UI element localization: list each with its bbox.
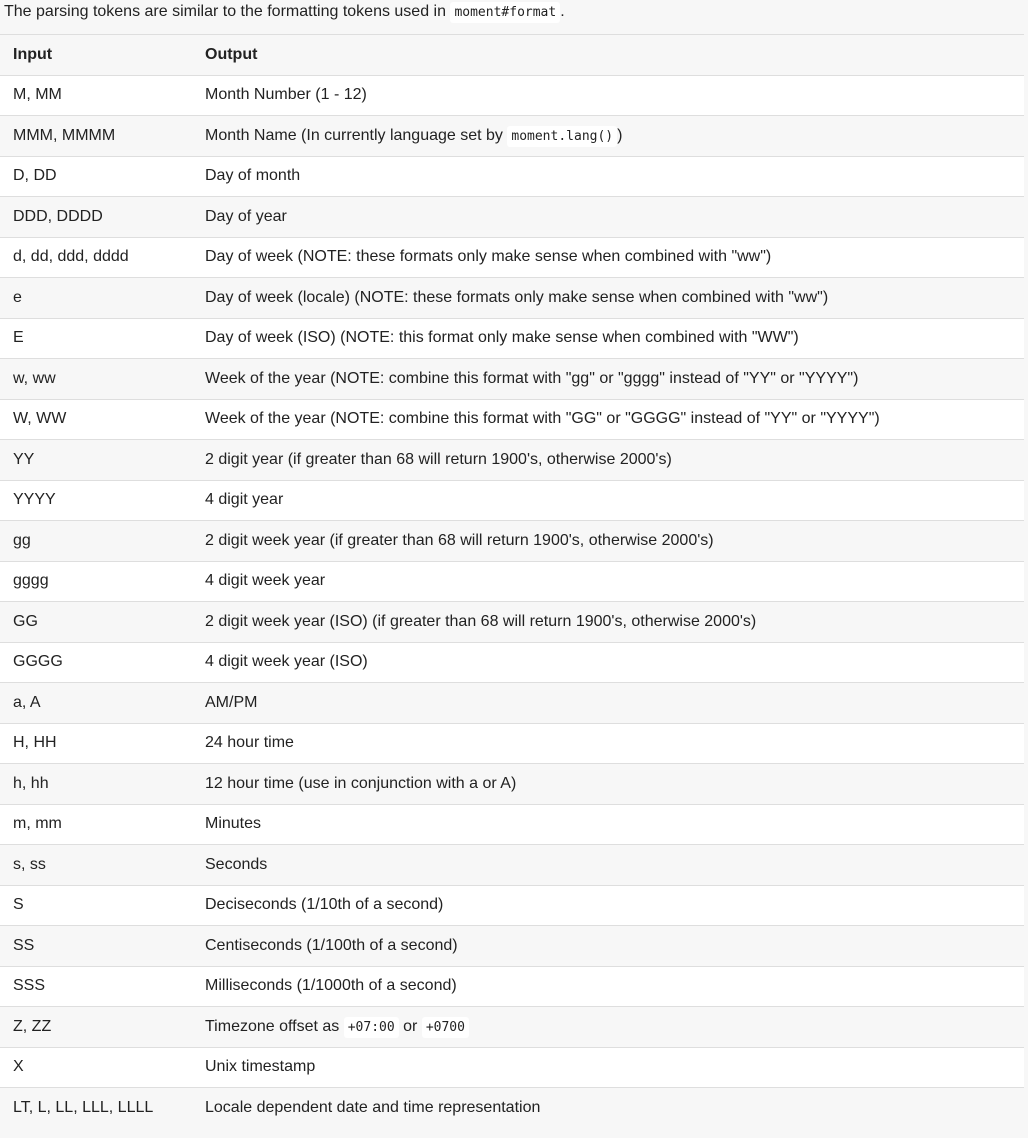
- output-text: Month Number (1 - 12): [205, 86, 367, 104]
- output-text: Locale dependent date and time representation: [205, 1099, 541, 1116]
- input-cell: X: [13, 1058, 24, 1076]
- input-cell: e: [13, 288, 22, 306]
- output-cell: [192, 1088, 1024, 1129]
- table-row: [0, 237, 1024, 278]
- input-cell: s, ss: [13, 855, 46, 873]
- input-cell: gggg: [13, 572, 49, 590]
- table-row: [0, 318, 1024, 359]
- table-row: [0, 1047, 1024, 1088]
- table-row: [0, 723, 1024, 764]
- input-cell: DDD, DDDD: [13, 207, 103, 225]
- output-text: 2 digit week year (ISO) (if greater than 68 will return 1900's, otherwise 2000's): [205, 612, 757, 630]
- output-cell: [192, 521, 1024, 562]
- input-cell: m, mm: [13, 815, 62, 833]
- output-text: Month Name (In currently language set by: [205, 126, 508, 144]
- table-row: [0, 399, 1024, 440]
- input-cell: SSS: [13, 977, 46, 995]
- table-row: [0, 926, 1024, 967]
- table-row: [0, 156, 1024, 197]
- table-row: [0, 966, 1024, 1007]
- table-row: [0, 642, 1024, 683]
- output-text: Deciseconds (1/10th of a second): [205, 896, 444, 914]
- table-row: [0, 440, 1024, 481]
- table-row: [0, 278, 1024, 319]
- intro-end: .: [560, 3, 565, 20]
- output-cell: [192, 926, 1024, 967]
- output-cell: [192, 683, 1024, 724]
- input-cell: gg: [13, 531, 31, 549]
- table-row: [0, 845, 1024, 886]
- output-cell: [192, 75, 1024, 116]
- output-cell: [192, 885, 1024, 926]
- output-text: 12 hour time (use in conjunction with a or A): [205, 774, 517, 792]
- output-text: Seconds: [205, 855, 268, 873]
- output-text: Day of week (ISO) (NOTE: this format only make sense when combined with "WW"): [205, 329, 799, 347]
- output-text: Day of week (NOTE: these formats only make sense when combined with "ww"): [205, 248, 772, 266]
- input-cell: GGGG: [13, 653, 63, 671]
- output-text: AM/PM: [205, 693, 258, 711]
- output-cell: [192, 197, 1024, 238]
- input-cell: d, dd, ddd, dddd: [13, 248, 129, 266]
- table-row: [0, 197, 1024, 238]
- output-cell: [192, 1007, 1024, 1048]
- input-cell: GG: [13, 612, 38, 630]
- output-text-after: ): [617, 126, 623, 144]
- output-text: Week of the year (NOTE: combine this format with "gg" or "gggg" instead of "YY" or "YYYY"): [205, 369, 859, 387]
- output-code-2: +0700: [422, 1017, 469, 1038]
- output-text: 4 digit week year (ISO): [205, 653, 368, 671]
- output-cell: [192, 1047, 1024, 1088]
- input-cell: YY: [13, 450, 35, 468]
- input-cell: D, DD: [13, 167, 57, 185]
- output-cell: [192, 642, 1024, 683]
- input-cell: a, A: [13, 693, 41, 711]
- output-cell: [192, 602, 1024, 643]
- table-row: [0, 1088, 1024, 1129]
- output-cell: [192, 278, 1024, 319]
- input-cell: E: [13, 329, 24, 347]
- output-text: 2 digit week year (if greater than 68 will return 1900's, otherwise 2000's): [205, 531, 714, 549]
- output-text: Unix timestamp: [205, 1058, 316, 1076]
- input-cell: YYYY: [13, 491, 56, 509]
- output-cell: [192, 318, 1024, 359]
- table-row: [0, 804, 1024, 845]
- output-text: 24 hour time: [205, 734, 294, 752]
- output-text: Timezone offset as: [205, 1017, 344, 1035]
- table-row: [0, 521, 1024, 562]
- table-row: [0, 885, 1024, 926]
- table-row: [0, 602, 1024, 643]
- input-cell: MMM, MMMM: [13, 126, 116, 144]
- output-cell: [192, 723, 1024, 764]
- output-text: Milliseconds (1/1000th of a second): [205, 977, 457, 995]
- input-cell: W, WW: [13, 410, 67, 428]
- output-cell: [192, 399, 1024, 440]
- output-code: moment.lang(): [507, 126, 617, 147]
- output-cell: [192, 359, 1024, 400]
- table-row: [0, 683, 1024, 724]
- output-text: Week of the year (NOTE: combine this format with "GG" or "GGGG" instead of "YY" or "YYYY"): [205, 410, 880, 428]
- output-cell: [192, 156, 1024, 197]
- table-row: [0, 1007, 1024, 1048]
- table-row: [0, 561, 1024, 602]
- input-cell: SS: [13, 936, 35, 954]
- intro-text: The parsing tokens are similar to the formatting tokens used in: [4, 3, 451, 20]
- output-cell: [192, 561, 1024, 602]
- output-text: Day of year: [205, 207, 287, 225]
- output-cell: [192, 237, 1024, 278]
- output-text-after: or: [398, 1017, 422, 1035]
- input-cell: Z, ZZ: [13, 1017, 52, 1035]
- output-cell: [192, 764, 1024, 805]
- output-cell: [192, 440, 1024, 481]
- table-row: [0, 359, 1024, 400]
- output-text: Day of month: [205, 167, 301, 185]
- output-cell: [192, 966, 1024, 1007]
- output-cell: [192, 116, 1024, 157]
- parsing-tokens-table: [0, 34, 1024, 1128]
- input-cell: h, hh: [13, 774, 49, 792]
- output-text: Day of week (locale) (NOTE: these formats only make sense when combined with "ww"): [205, 288, 829, 306]
- output-cell: [192, 845, 1024, 886]
- table-header-row: [0, 35, 1024, 76]
- output-code: +07:00: [344, 1017, 399, 1038]
- table-row: [0, 480, 1024, 521]
- output-text: 4 digit week year: [205, 572, 326, 590]
- output-cell: [192, 480, 1024, 521]
- table-row: [0, 75, 1024, 116]
- intro-code: moment#format: [450, 2, 560, 23]
- input-cell: M, MM: [13, 86, 62, 104]
- output-text: 2 digit year (if greater than 68 will return 1900's, otherwise 2000's): [205, 450, 672, 468]
- intro-paragraph: [4, 1, 565, 25]
- input-cell: LT, L, LL, LLL, LLLL: [13, 1099, 154, 1116]
- input-cell: S: [13, 896, 24, 914]
- input-cell: w, ww: [13, 369, 56, 387]
- table-row: [0, 116, 1024, 157]
- input-cell: H, HH: [13, 734, 57, 752]
- output-text: Centiseconds (1/100th of a second): [205, 936, 458, 954]
- header-input: Input: [13, 45, 53, 63]
- output-text: 4 digit year: [205, 491, 284, 509]
- output-text: Minutes: [205, 815, 262, 833]
- output-cell: [192, 804, 1024, 845]
- table-row: [0, 764, 1024, 805]
- header-output: Output: [205, 45, 258, 63]
